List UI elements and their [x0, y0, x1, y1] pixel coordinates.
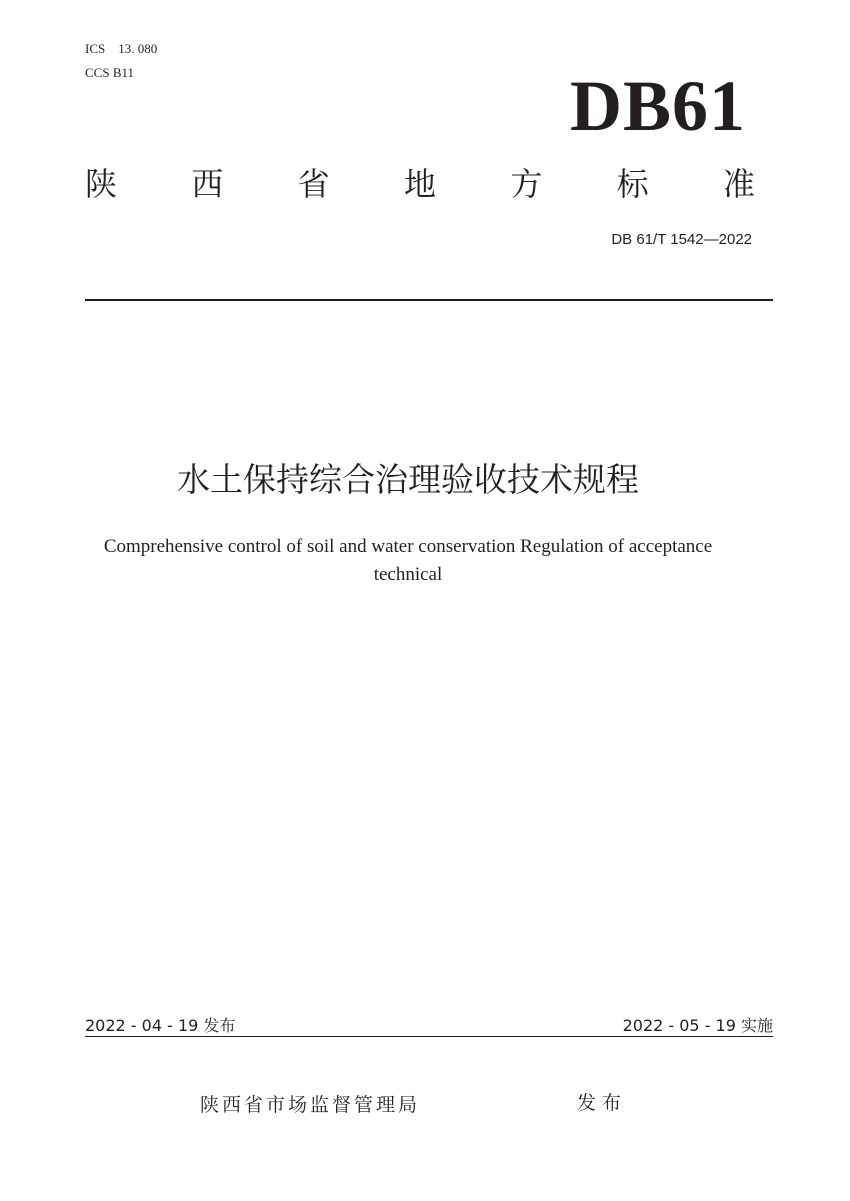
standard-type-char: 标	[616, 165, 649, 203]
standard-type-char: 准	[722, 165, 755, 203]
publish-label: 发布	[577, 1092, 628, 1114]
title-en-line: Comprehensive control of soil and water conservation Regulation of acceptance	[103, 536, 713, 557]
document-title-cn: 水土保持综合治理验收技术规程	[177, 460, 639, 499]
footer-divider	[85, 1036, 773, 1037]
ccs-code: CCS B11	[85, 65, 135, 80]
standard-type-char: 方	[510, 165, 543, 203]
document-title-en	[80, 533, 736, 589]
title-en-line: technical	[373, 564, 443, 585]
standard-type-char: 陕	[85, 165, 118, 203]
implementation-date: 2022 - 05 - 19 实施	[622, 1016, 773, 1035]
standard-type-char: 省	[297, 165, 330, 203]
standard-type-char: 西	[191, 165, 224, 203]
standard-code: DB 61/T 1542—2022	[611, 231, 752, 248]
standard-type-char: 地	[403, 165, 436, 203]
header-divider	[85, 299, 773, 301]
db61-logo: DB61	[569, 66, 746, 146]
issue-date: 2022 - 04 - 19 发布	[85, 1016, 236, 1035]
standard-type-title	[85, 162, 755, 206]
publisher-name: 陕西省市场监督管理局	[200, 1094, 421, 1116]
ics-code: ICS 13. 080	[85, 41, 158, 56]
